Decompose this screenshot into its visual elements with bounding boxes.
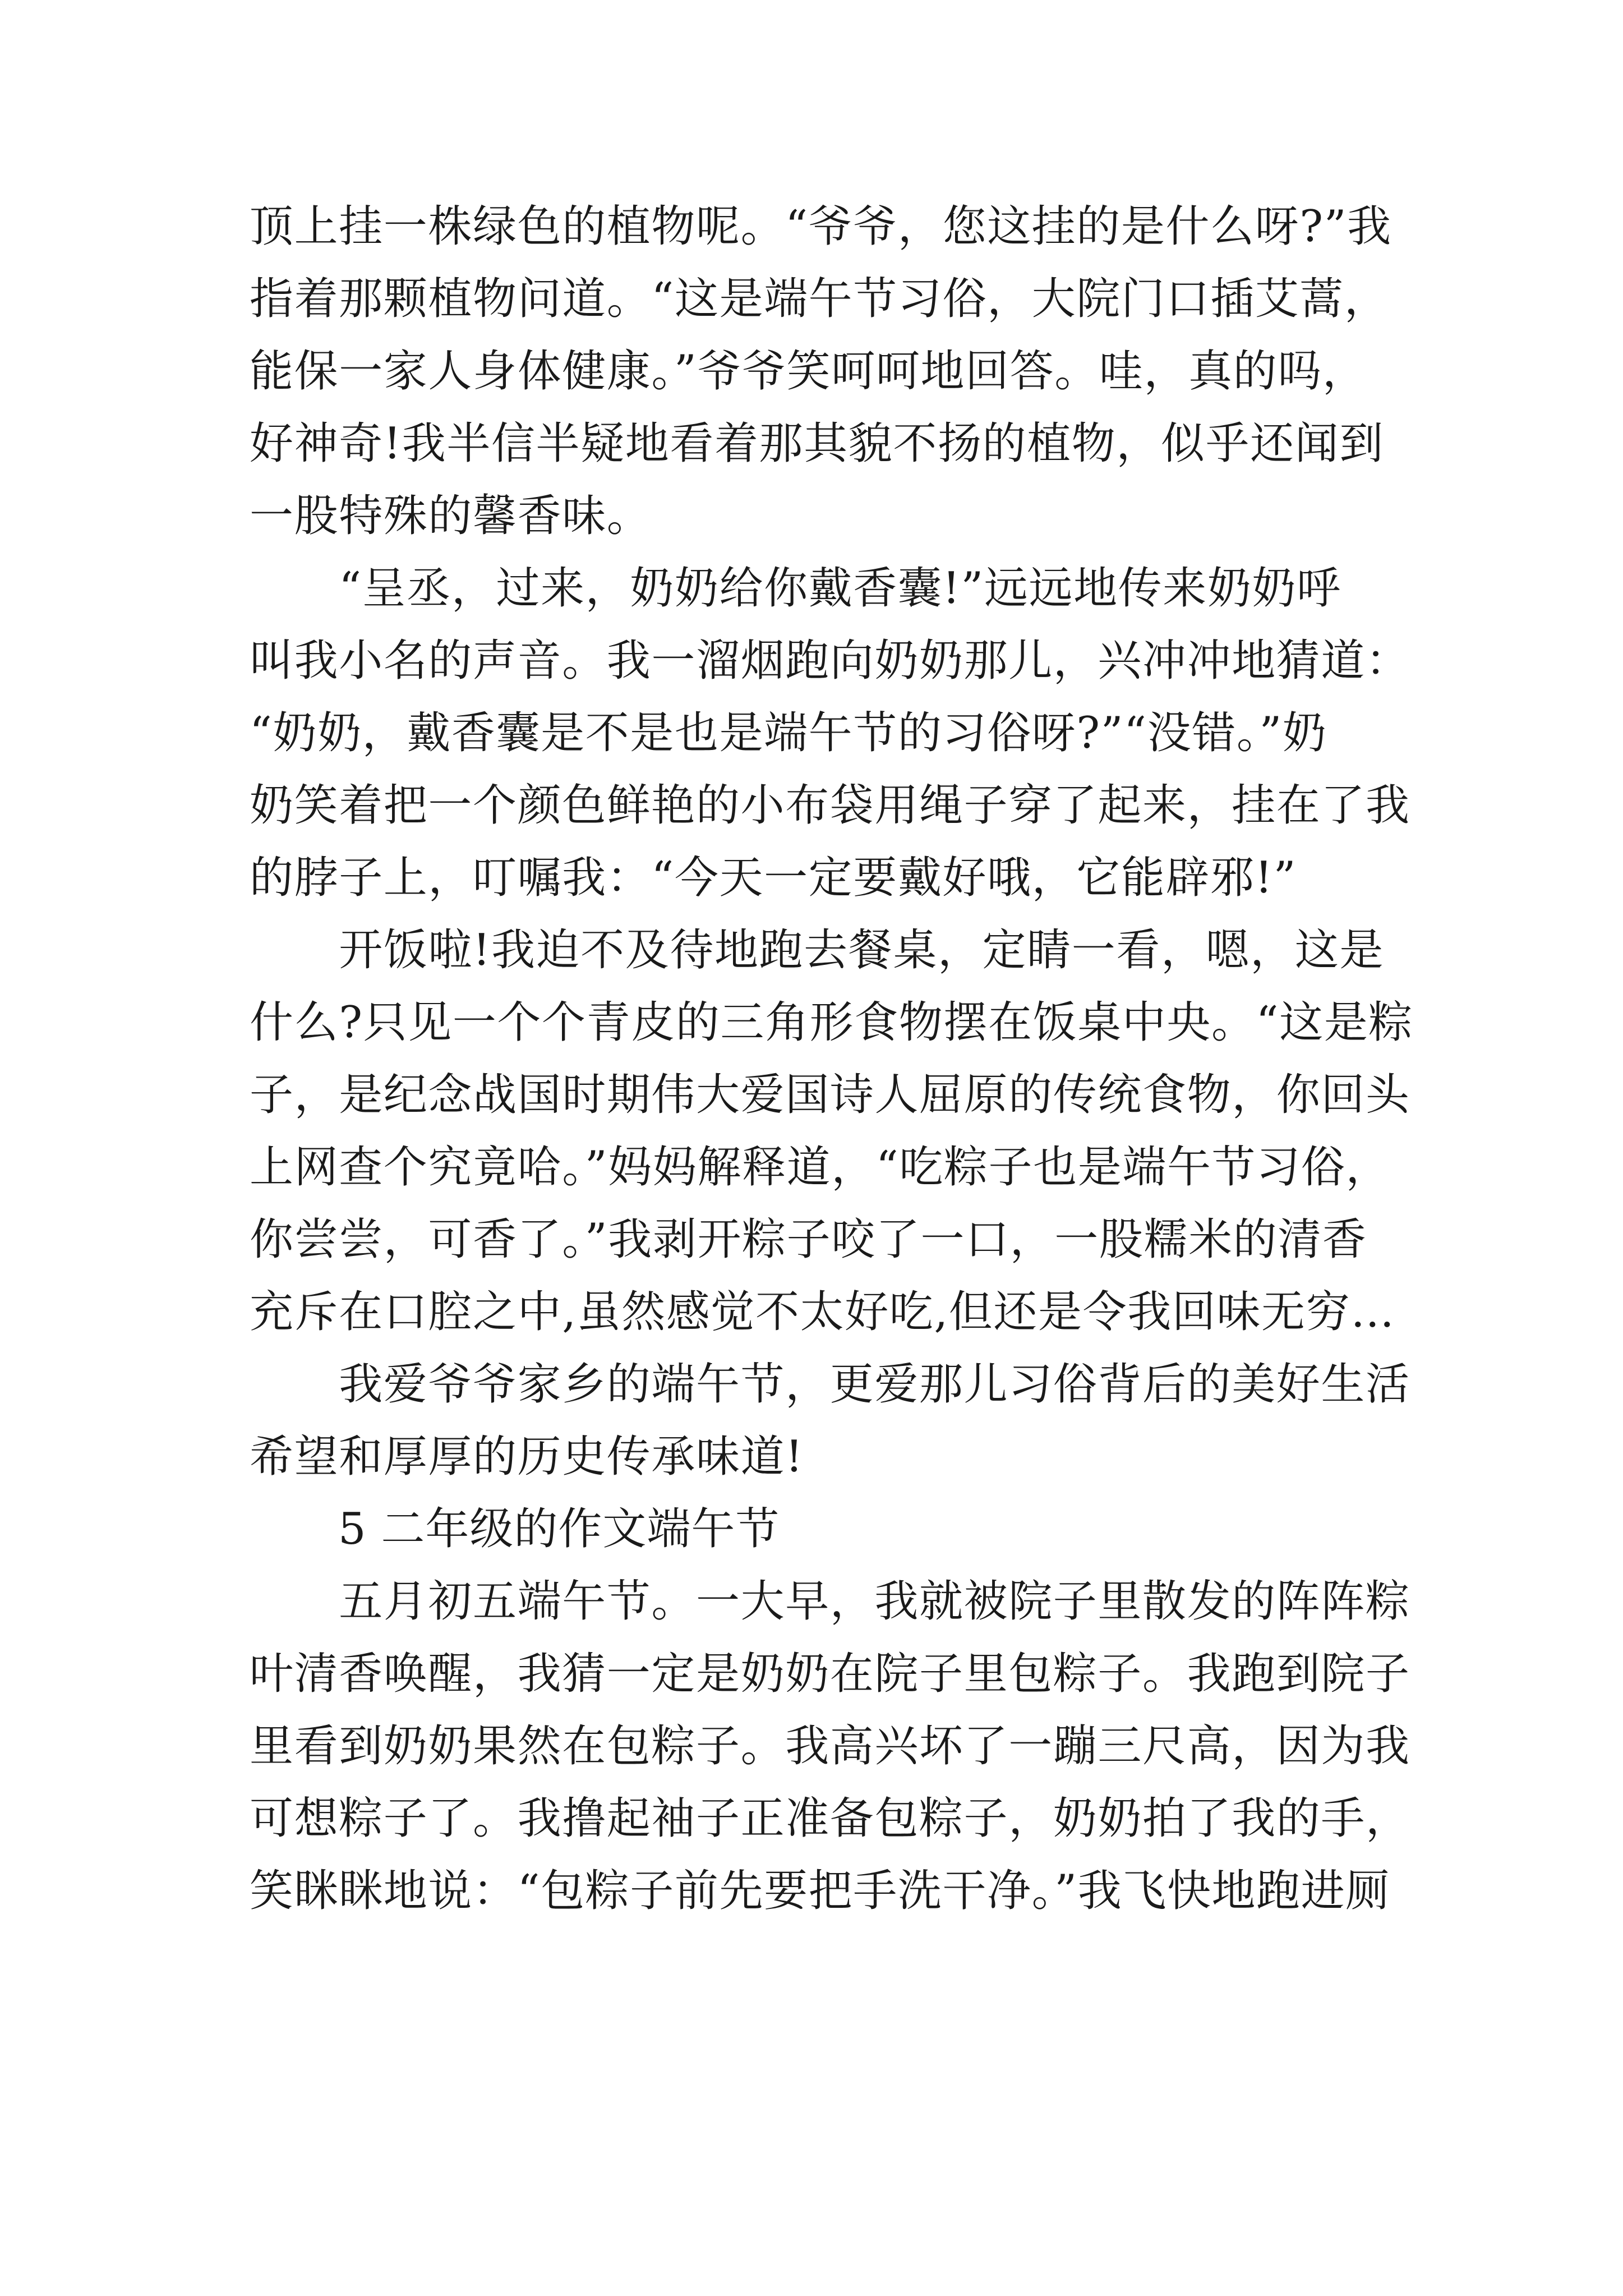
text-line: 好神奇!我半信半疑地看着那其貌不扬的植物，似乎还闻到 (250, 418, 1384, 469)
text-line: 可想粽子了。我撸起袖子正准备包粽子，奶奶拍了我的手， (250, 1793, 1410, 1844)
text-line: 奶笑着把一个颜色鲜艳的小布袋用绳子穿了起来，挂在了我 (250, 780, 1410, 831)
text-line: 充斥在口腔之中,虽然感觉不太好吃,但还是令我回味无穷… (250, 1287, 1395, 1337)
text-line: 的脖子上，叮嘱我：“今天一定要戴好哦，它能辟邪!” (250, 853, 1297, 903)
text-line: 能保一家人身体健康。”爷爷笑呵呵地回答。哇，真的吗， (250, 346, 1367, 397)
text-line: 子，是纪念战国时期伟大爱国诗人屈原的传统食物，你回头 (250, 1070, 1410, 1120)
text-line: 开饭啦!我迫不及待地跑去餐桌，定睛一看，嗯，这是 (250, 925, 1384, 976)
document-body (250, 191, 1413, 1927)
text-line: 五月初五端午节。一大早，我就被院子里散发的阵阵粽 (250, 1576, 1410, 1627)
text-line: 希望和厚厚的历史传承味道! (250, 1432, 804, 1482)
text-line: 一股特殊的馨香味。 (250, 491, 652, 541)
text-line: “奶奶，戴香囊是不是也是端午节的习俗呀?”“没错。”奶 (250, 708, 1327, 758)
section-heading: 5 二年级的作文端午节 (250, 1504, 780, 1554)
text-line: “呈丞，过来，奶奶给你戴香囊!”远远地传来奶奶呼 (250, 563, 1341, 614)
text-line: 里看到奶奶果然在包粽子。我高兴坏了一蹦三尺高，因为我 (250, 1721, 1410, 1772)
text-line: 叶清香唤醒，我猜一定是奶奶在院子里包粽子。我跑到院子 (250, 1649, 1410, 1699)
text-line: 你尝尝，可香了。”我剥开粽子咬了一口，一股糯米的清香 (250, 1214, 1367, 1265)
text-line: 指着那颗植物问道。“这是端午节习俗，大院门口插艾蒿， (250, 274, 1389, 324)
text-line: 什么?只见一个个青皮的三角形食物摆在饭桌中央。“这是粽 (250, 997, 1413, 1048)
text-line: 笑眯眯地说：“包粽子前先要把手洗干净。”我飞快地跑进厕 (250, 1866, 1390, 1916)
text-line: 我爱爷爷家乡的端午节，更爱那儿习俗背后的美好生活 (250, 1359, 1410, 1410)
text-line: 上网查个究竟哈。”妈妈解释道，“吃粽子也是端午节习俗， (250, 1142, 1390, 1193)
text-line: 叫我小名的声音。我一溜烟跑向奶奶那儿，兴冲冲地猜道： (250, 636, 1410, 686)
text-line: 顶上挂一株绿色的植物呢。“爷爷，您这挂的是什么呀?”我 (250, 201, 1392, 252)
